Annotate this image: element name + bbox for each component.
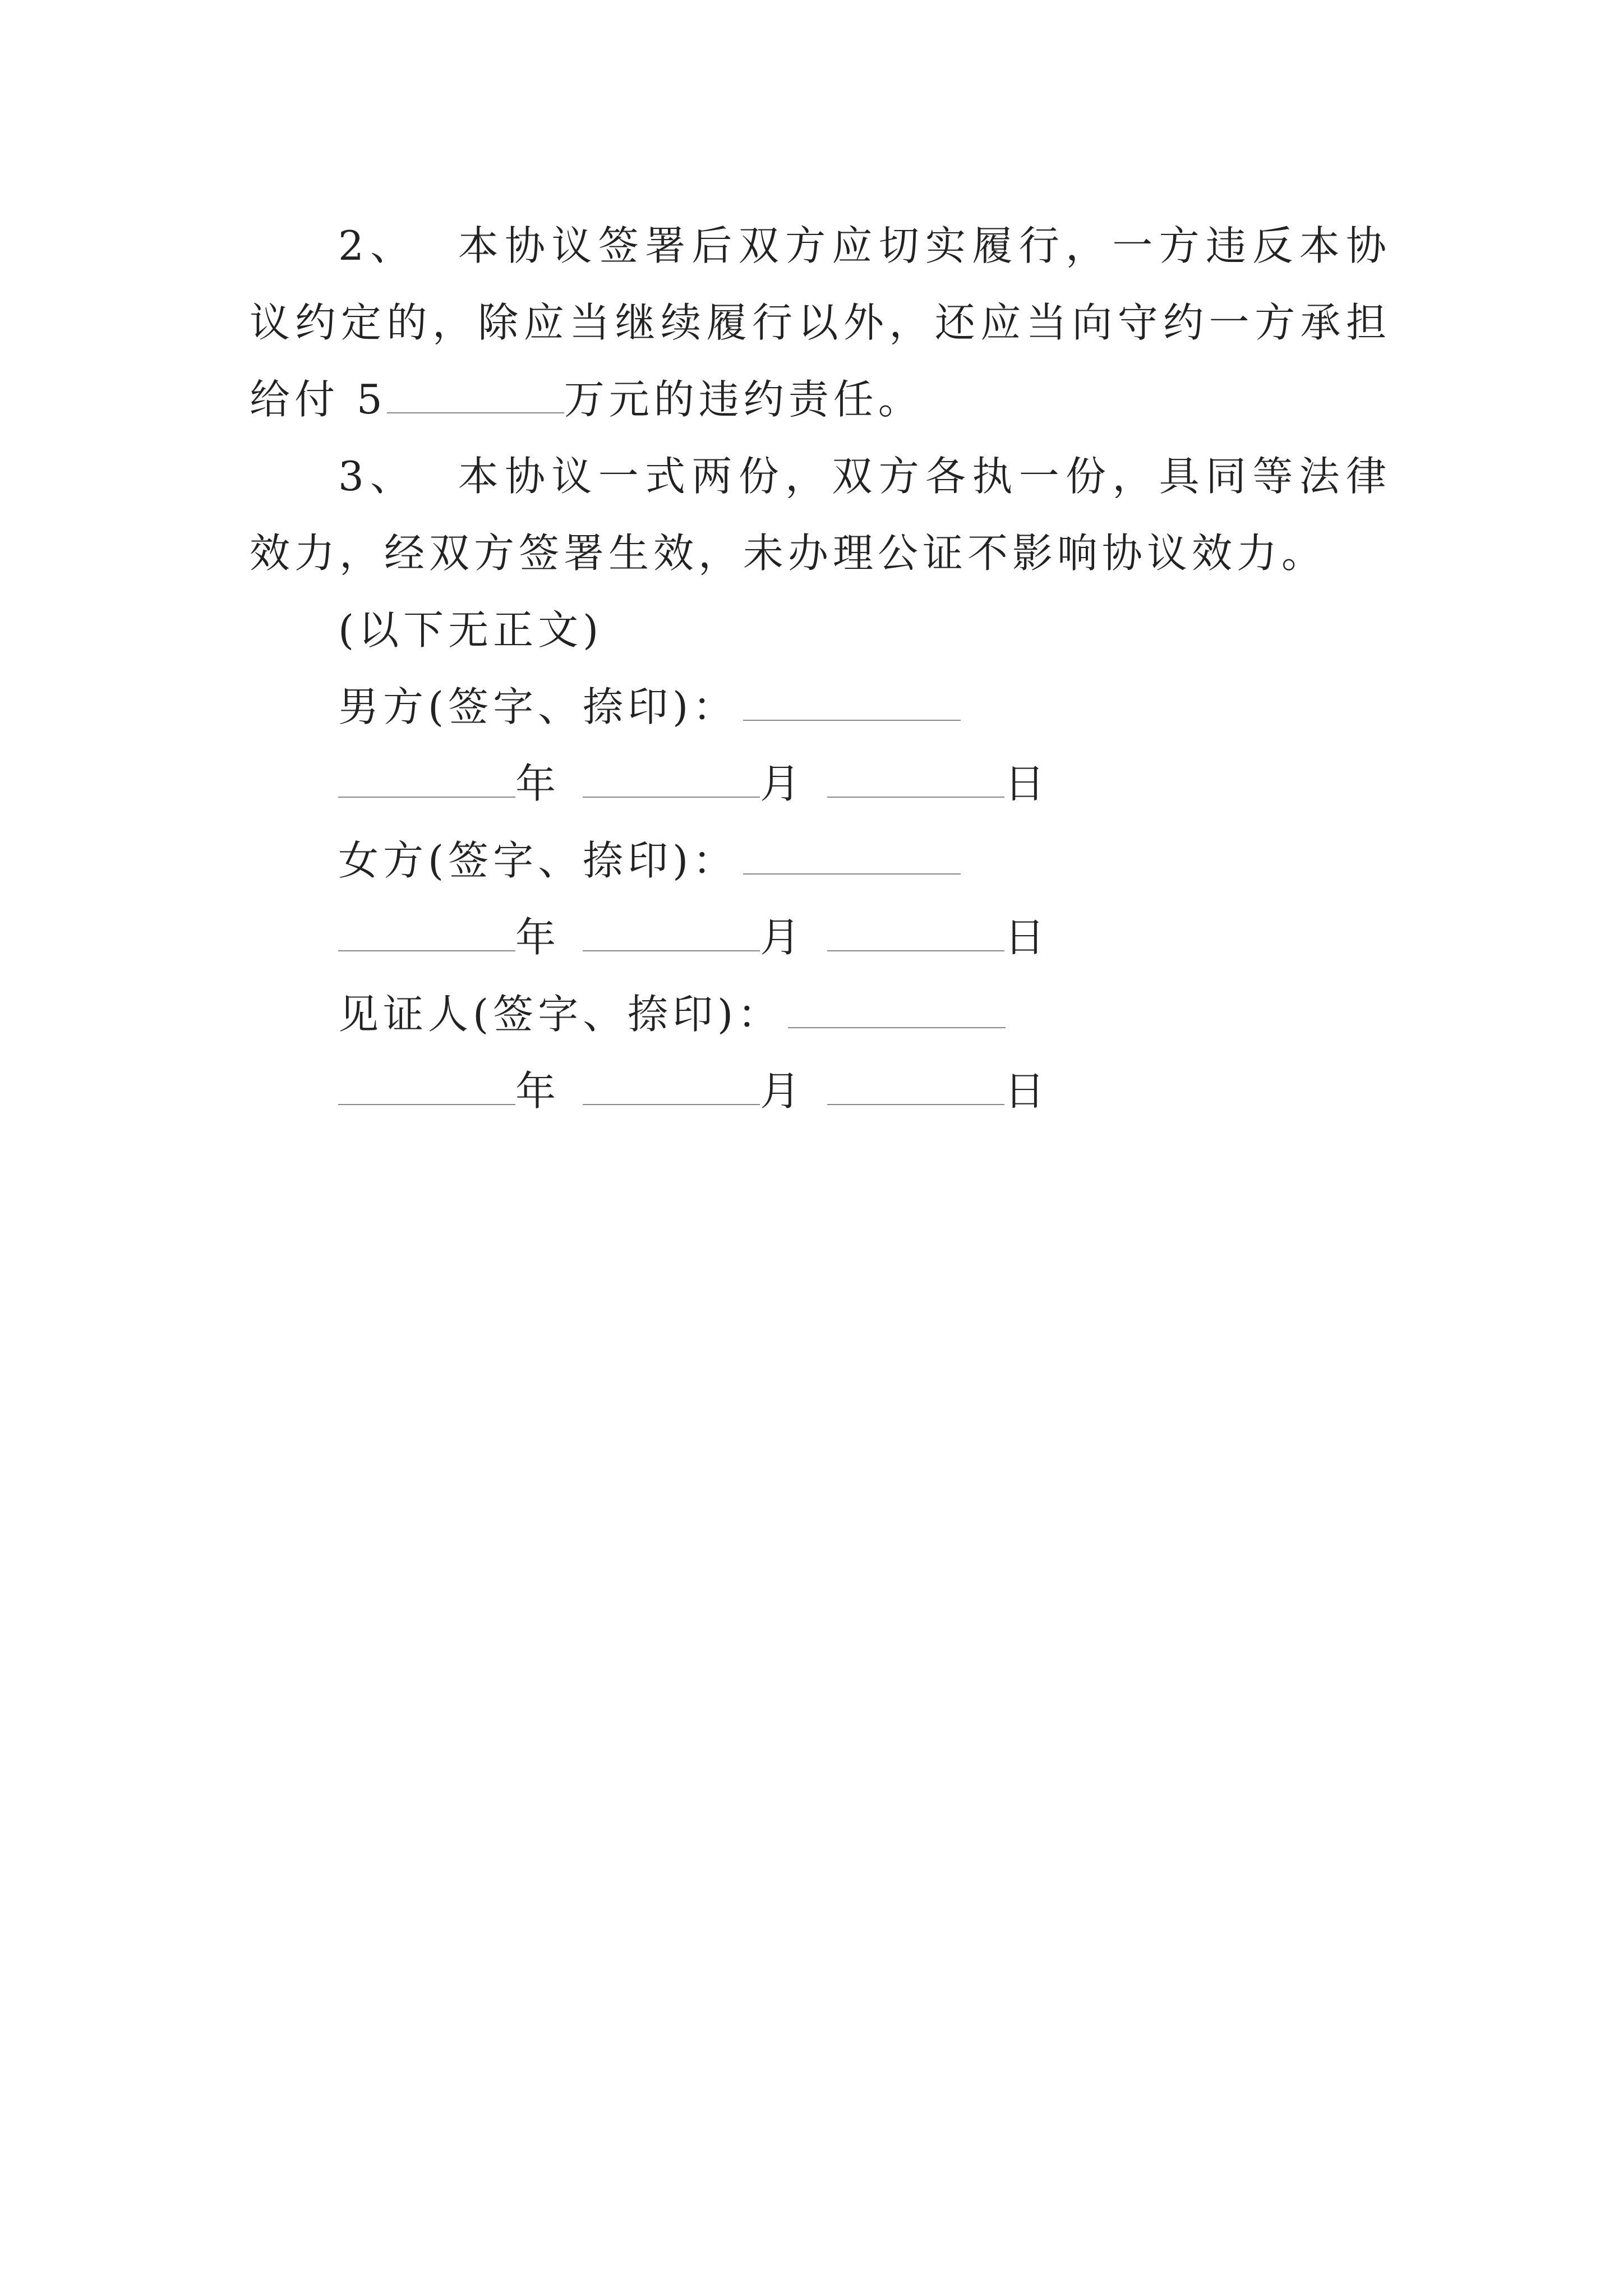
year-blank xyxy=(338,1066,515,1105)
month-blank xyxy=(583,758,760,798)
year-label: 年 xyxy=(515,1068,561,1115)
month-label: 月 xyxy=(760,1068,805,1115)
clause-3 xyxy=(250,438,1391,592)
day-blank xyxy=(827,1066,1004,1105)
document-body xyxy=(250,208,1391,1130)
signature-label: 男方(签字、捺印)： xyxy=(338,683,738,730)
signature-blank xyxy=(788,989,1006,1028)
day-blank xyxy=(827,912,1004,951)
clause-2-number: 2、 xyxy=(338,222,417,269)
month-blank xyxy=(583,1066,760,1105)
clause-3-text: 本协议一式两份，双方各执一份，具同等法律效力，经双方签署生效，未办理公证不影响协议效力。 xyxy=(250,453,1391,577)
signature-blank xyxy=(743,682,961,721)
day-label: 日 xyxy=(1004,914,1050,961)
day-label: 日 xyxy=(1004,1068,1050,1115)
clause-2-text-after: 万元的违约责任。 xyxy=(564,376,923,423)
clause-2-amount: 5 xyxy=(356,376,387,423)
clause-2-text: 本协议签署后双方应切实履行，一方违反本协议约定的，除应当继续履行以外，还应当向守约一方承担给付 xyxy=(250,222,1391,423)
no-more-text: (以下无正文) xyxy=(338,606,603,654)
clause-3-number: 3、 xyxy=(338,453,417,500)
month-blank xyxy=(583,912,760,951)
signature-line-female xyxy=(250,822,1391,899)
signature-label: 女方(签字、捺印)： xyxy=(338,837,738,884)
signature-line-male xyxy=(250,669,1391,746)
date-line-male xyxy=(250,746,1391,822)
date-line-witness xyxy=(250,1053,1391,1130)
amount-blank xyxy=(387,374,564,413)
year-blank xyxy=(338,912,515,951)
year-label: 年 xyxy=(515,914,561,961)
year-blank xyxy=(338,758,515,798)
year-label: 年 xyxy=(515,760,561,807)
signature-line-witness xyxy=(250,976,1391,1053)
day-blank xyxy=(827,758,1004,798)
month-label: 月 xyxy=(760,914,805,961)
date-line-female xyxy=(250,899,1391,976)
clause-2 xyxy=(250,208,1391,438)
day-label: 日 xyxy=(1004,760,1050,807)
signature-label: 见证人(签字、捺印)： xyxy=(338,991,783,1038)
signature-blank xyxy=(743,835,961,875)
month-label: 月 xyxy=(760,760,805,807)
